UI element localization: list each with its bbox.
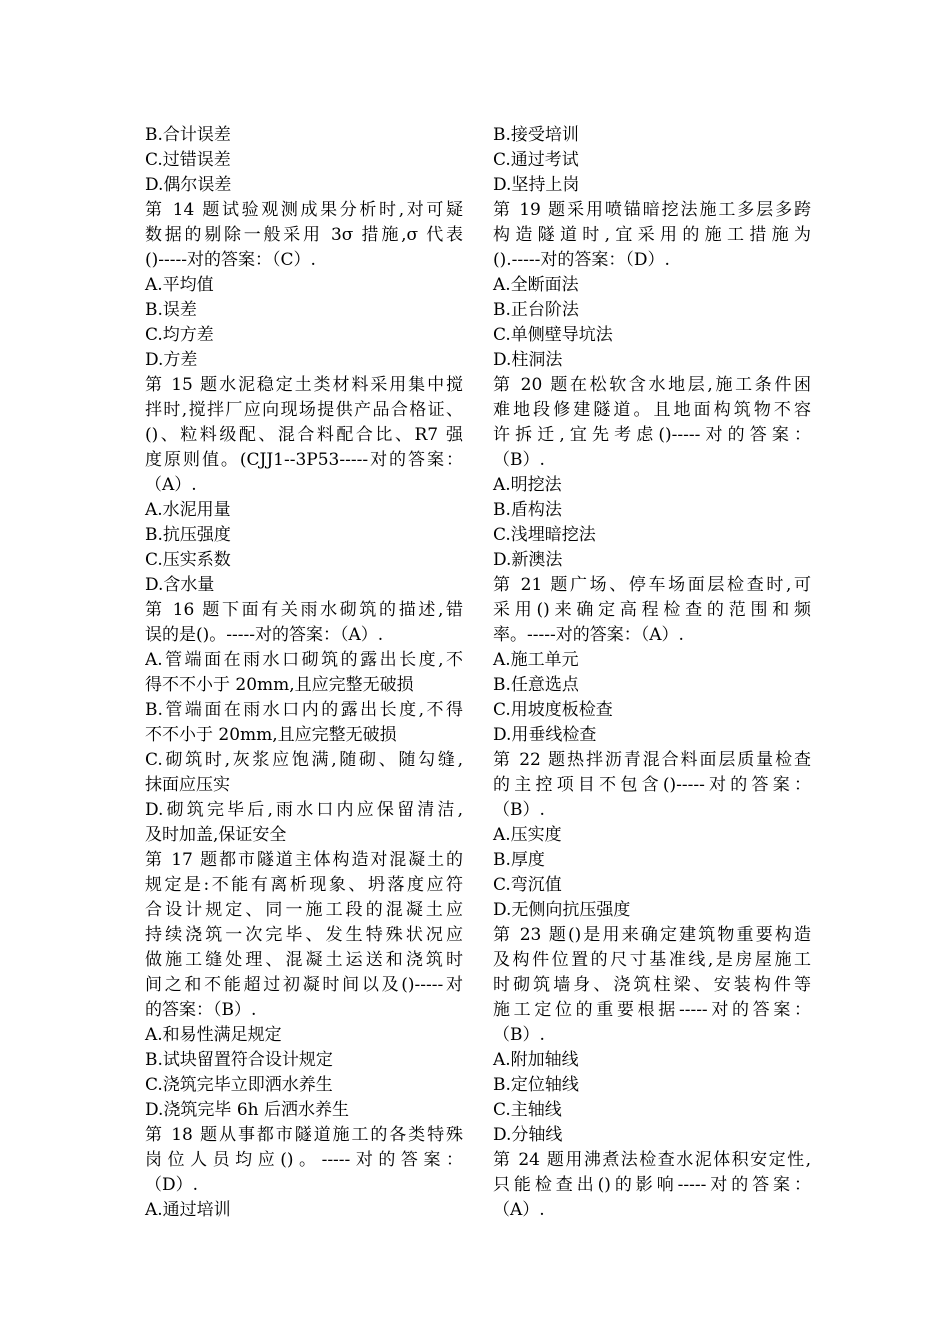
text-line: 构造隧道时,宜采用的施工措施为	[493, 225, 811, 245]
text-line: C.通过考试	[493, 150, 579, 170]
text-line: （A）.	[145, 475, 197, 495]
text-line: （B）.	[493, 800, 545, 820]
text-line: B.厚度	[493, 850, 545, 870]
text-line: 持续浇筑一次完毕、发生特殊状况应	[145, 925, 463, 945]
text-line: C.主轴线	[493, 1100, 562, 1120]
text-line: 率。-----对的答案：（A）.	[493, 625, 684, 645]
text-line: A.水泥用量	[145, 500, 231, 520]
text-line: 的答案：（B）.	[145, 1000, 257, 1020]
text-line: ()、粒料级配、混合料配合比、R7 强	[145, 425, 463, 445]
text-line: B.定位轴线	[493, 1075, 579, 1095]
text-line: A.管端面在雨水口砌筑的露出长度,不	[145, 650, 463, 670]
text-line: 及时加盖,保证安全	[145, 825, 287, 845]
text-line: B.试块留置符合设计规定	[145, 1050, 333, 1070]
text-line: A.压实度	[493, 825, 562, 845]
text-line: 第 21 题广场、停车场面层检查时,可	[493, 575, 811, 595]
text-line: 第 16 题下面有关雨水砌筑的描述,错	[145, 600, 463, 620]
text-line: 采用()来确定高程检查的范围和频	[493, 600, 811, 620]
text-line: C.压实系数	[145, 550, 231, 570]
text-line: D.新澳法	[493, 550, 563, 570]
text-line: C.均方差	[145, 325, 214, 345]
text-line: 许拆迁,宜先考虑()-----对的答案：	[493, 425, 811, 445]
text-line: C.单侧壁导坑法	[493, 325, 613, 345]
text-line: B.误差	[145, 300, 197, 320]
text-line: 时砌筑墙身、浇筑柱梁、安装构件等	[493, 975, 811, 995]
text-line: 规定是:不能有离析现象、坍落度应符	[145, 875, 463, 895]
text-line: A.平均值	[145, 275, 214, 295]
text-line: D.砌筑完毕后,雨水口内应保留清洁,	[145, 800, 463, 820]
text-line: 第 23 题()是用来确定建筑物重要构造	[493, 925, 811, 945]
text-line: 及构件位置的尺寸基准线,是房屋施工	[493, 950, 811, 970]
text-line: A.全断面法	[493, 275, 579, 295]
text-line: D.用垂线检查	[493, 725, 597, 745]
text-line: 得不不小于 20mm,且应完整无破损	[145, 675, 414, 695]
text-line: D.偶尔误差	[145, 175, 232, 195]
text-line: （B）.	[493, 1025, 545, 1045]
text-line: B.接受培训	[493, 125, 579, 145]
text-line: ().-----对的答案：（D）.	[493, 250, 670, 270]
text-line: C.弯沉值	[493, 875, 562, 895]
text-line: B.抗压强度	[145, 525, 231, 545]
text-line: 第 19 题采用喷锚暗挖法施工多层多跨	[493, 200, 811, 220]
text-line: 第 14 题试验观测成果分析时,对可疑	[145, 200, 463, 220]
text-line: B.管端面在雨水口内的露出长度,不得	[145, 700, 463, 720]
text-line: A.通过培训	[145, 1200, 231, 1220]
text-line: 第 24 题用沸煮法检查水泥体积安定性,	[493, 1150, 811, 1170]
left-text-column	[145, 123, 463, 1223]
text-line: A.明挖法	[493, 475, 562, 495]
text-line: 难地段修建隧道。且地面构筑物不容	[493, 400, 811, 420]
text-line: ()-----对的答案：（C）.	[145, 250, 316, 270]
text-line: 岗位人员均应()。-----对的答案：	[145, 1150, 463, 1170]
text-line: B.任意选点	[493, 675, 579, 695]
text-line: C.用坡度板检查	[493, 700, 613, 720]
text-line: 度原则值。(CJJ1--3P53-----对的答案：	[145, 450, 463, 470]
text-line: 第 22 题热拌沥青混合料面层质量检查	[493, 750, 811, 770]
text-line: B.盾构法	[493, 500, 562, 520]
text-line: 只能检查出()的影响-----对的答案：	[493, 1175, 811, 1195]
text-line: 施工定位的重要根据-----对的答案：	[493, 1000, 811, 1020]
text-line: D.分轴线	[493, 1125, 563, 1145]
text-line: 第 18 题从事都市隧道施工的各类特殊	[145, 1125, 463, 1145]
text-line: D.含水量	[145, 575, 215, 595]
text-line: 间之和不能超过初凝时间以及()-----对	[145, 975, 463, 995]
text-line: 的主控项目不包含()-----对的答案：	[493, 775, 811, 795]
text-line: 数据的剔除一般采用 3σ 措施,σ 代表	[145, 225, 463, 245]
text-line: 抹面应压实	[145, 775, 230, 795]
text-line: A.附加轴线	[493, 1050, 579, 1070]
text-line: D.无侧向抗压强度	[493, 900, 631, 920]
text-line: A.施工单元	[493, 650, 579, 670]
text-line: （B）.	[493, 450, 545, 470]
text-line: 第 17 题都市隧道主体构造对混凝土的	[145, 850, 463, 870]
text-line: 误的是()。-----对的答案：（A）.	[145, 625, 384, 645]
text-line: 不不小于 20mm,且应完整无破损	[145, 725, 397, 745]
text-line: 第 15 题水泥稳定土类材料采用集中搅	[145, 375, 463, 395]
text-line: A.和易性满足规定	[145, 1025, 282, 1045]
text-line: B.正台阶法	[493, 300, 579, 320]
text-line: 做施工缝处理、混凝土运送和浇筑时	[145, 950, 463, 970]
text-line: D.坚持上岗	[493, 175, 580, 195]
text-line: （A）.	[493, 1200, 545, 1220]
text-line: D.浇筑完毕 6h 后洒水养生	[145, 1100, 349, 1120]
text-line: 第 20 题在松软含水地层,施工条件困	[493, 375, 811, 395]
text-line: D.柱洞法	[493, 350, 563, 370]
text-line: C.浇筑完毕立即洒水养生	[145, 1075, 333, 1095]
right-text-column	[493, 123, 811, 1223]
text-line: （D）.	[145, 1175, 199, 1195]
text-line: 合设计规定、同一施工段的混凝土应	[145, 900, 463, 920]
text-line: 拌时,搅拌厂应向现场提供产品合格证、	[145, 400, 463, 420]
text-line: D.方差	[145, 350, 198, 370]
text-line: C.浅埋暗挖法	[493, 525, 596, 545]
text-line: C.砌筑时,灰浆应饱满,随砌、随勾缝,	[145, 750, 463, 770]
text-line: B.合计误差	[145, 125, 231, 145]
text-line: C.过错误差	[145, 150, 231, 170]
